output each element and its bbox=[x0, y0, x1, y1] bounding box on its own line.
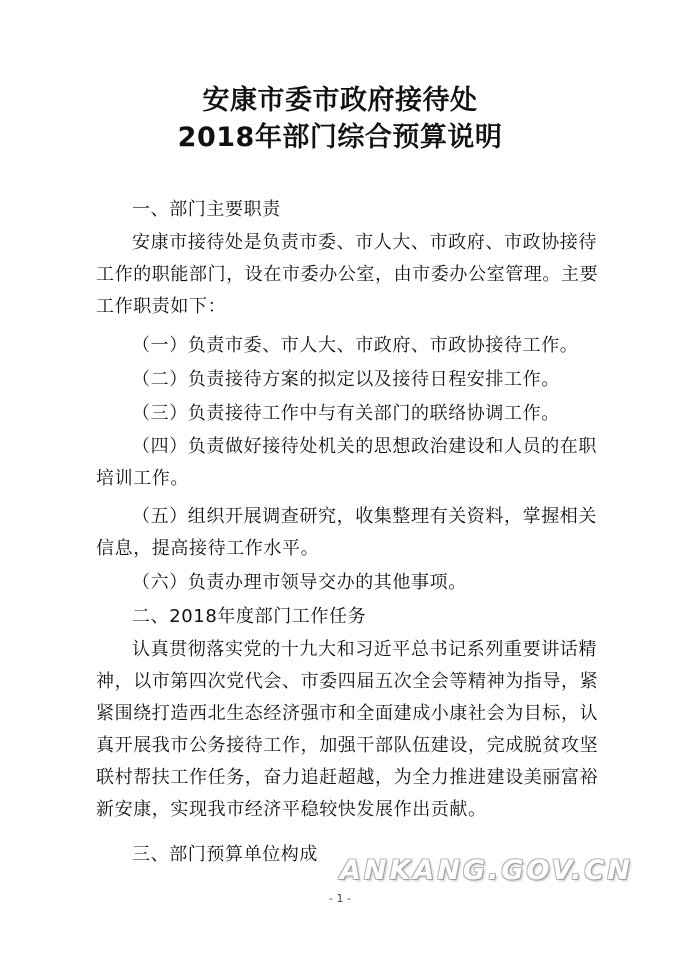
section-heading-2: 二、2018年度部门工作任务 bbox=[132, 606, 367, 627]
website-watermark: ANKANG.GOV.CN bbox=[340, 855, 633, 886]
section-heading-1: 一、部门主要职责 bbox=[132, 199, 281, 220]
paragraph-tasks: 认真贯彻落实党的十九大和习近平总书记系列重要讲话精神，以市第四次党代会、市委四届五次全会等精神为指导，紧紧围绕打造西北生态经济强市和全面建成小康社会为目标，认真开展我市公务接待工作，加强干部队伍建设，完成脱贫攻坚联村帮扶工作任务，奋力追赶超越，为全力推进建设美丽富裕新安康，实现我市经济平稳较快发展作出贡献。 bbox=[96, 639, 599, 820]
paragraph-intro: 安康市接待处是负责市委、市人大、市政府、市政协接待工作的职能部门，设在市委办公室，由市委办公室管理。主要工作职责如下： bbox=[96, 232, 599, 317]
section-heading-3: 三、部门预算单位构成 bbox=[132, 844, 318, 865]
document-title-line-1: 安康市委市政府接待处 bbox=[202, 85, 478, 116]
document-title-line-2: 2018年部门综合预算说明 bbox=[177, 122, 503, 153]
duty-item-3: （三）负责接待工作中与有关部门的联络协调工作。 bbox=[132, 403, 560, 424]
duty-item-4: （四）负责做好接待处机关的思想政治建设和人员的在职培训工作。 bbox=[96, 436, 597, 489]
page-number: - 1 - bbox=[329, 892, 351, 905]
duty-item-2: （二）负责接待方案的拟定以及接待日程安排工作。 bbox=[132, 369, 560, 390]
duty-item-1: （一）负责市委、市人大、市政府、市政协接待工作。 bbox=[132, 335, 579, 356]
duty-item-6: （六）负责办理市领导交办的其他事项。 bbox=[132, 572, 467, 593]
duty-item-5: （五）组织开展调查研究，收集整理有关资料，掌握相关信息，提高接待工作水平。 bbox=[96, 506, 597, 559]
